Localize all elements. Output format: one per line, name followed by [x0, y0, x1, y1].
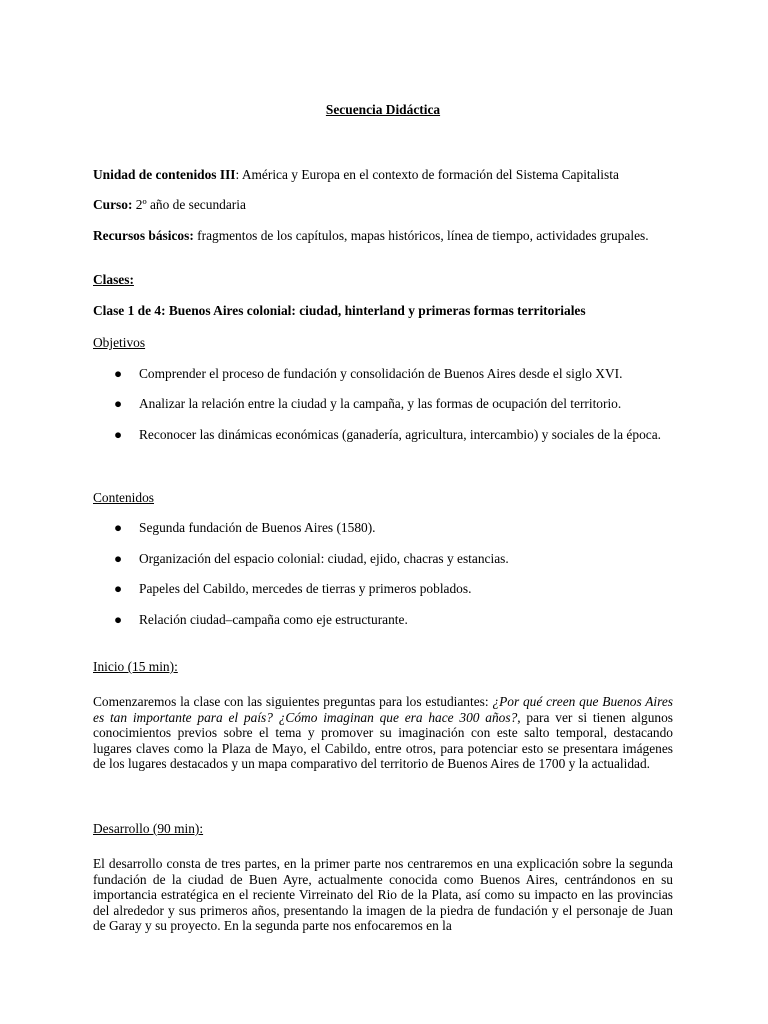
desarrollo-heading-text: Desarrollo (90 min): — [93, 821, 204, 836]
unidad-text: : América y Europa en el contexto de formación del Sistema Capitalista — [235, 167, 619, 182]
inicio-paragraph — [93, 694, 673, 772]
bullet-icon: ● — [113, 551, 123, 566]
objetivos-heading-text: Objetivos — [93, 335, 146, 350]
clases-heading-text: Clases: — [93, 272, 134, 287]
inicio-text-before: Comenzaremos la clase con las siguientes preguntas para los estudiantes: — [93, 694, 493, 709]
desarrollo-text: El desarrollo consta de tres partes, en la primer parte nos centraremos en una explicación sobre la segunda fundación de la ciudad de Buen Ayre, actualmente conocida como Buenos Aires, centrándonos en su importancia estratégica en el reciente Virreinato del Rio de la Plata, así como su impacto en las provincias del alrededor y sus primeros años, presentando la imagen de la piedra de fundación y el personaje de Juan de Garay y su proyecto. En la segunda parte nos enfocaremos en la — [93, 856, 673, 933]
contenidos-item-text: Organización del espacio colonial: ciudad, ejido, chacras y estancias. — [139, 551, 509, 566]
document-title: Secuencia Didáctica — [325, 102, 441, 117]
bullet-icon: ● — [113, 396, 123, 411]
bullet-icon: ● — [113, 520, 123, 535]
recursos-text: fragmentos de los capítulos, mapas históricos, línea de tiempo, actividades grupales. — [193, 228, 649, 243]
recursos-paragraph — [93, 228, 673, 244]
contenidos-item-text: Relación ciudad–campaña como eje estructurante. — [139, 612, 408, 627]
contenidos-heading — [93, 490, 673, 506]
recursos-label: Recursos básicos: — [93, 228, 194, 243]
curso-line — [93, 197, 673, 213]
bullet-icon: ● — [113, 581, 123, 596]
objetivos-item-text: Reconocer las dinámicas económicas (ganadería, agricultura, intercambio) y sociales de la época. — [139, 427, 661, 442]
unidad-line — [93, 167, 673, 183]
desarrollo-paragraph — [93, 856, 673, 934]
inicio-questions: ¿Por qué creen que Buenos Aires es tan importante para el país? ¿Cómo imaginan que era hace 300 años? — [93, 694, 674, 725]
clases-heading — [93, 272, 673, 288]
objetivos-item-text: Comprender el proceso de fundación y consolidación de Buenos Aires desde el siglo XVI. — [139, 366, 623, 381]
clase1-title-text: Clase 1 de 4: Buenos Aires colonial: ciudad, hinterland y primeras formas territoriales — [93, 303, 586, 318]
curso-label: Curso: — [93, 197, 133, 212]
inicio-text-after: , para ver si tienen algunos conocimientos previos sobre el tema y promover su imaginación con este salto temporal, destacando lugares claves como la Plaza de Mayo, el Cabildo, entre otros, para potenciar esto se presentara imágenes de los lugares destacados y un mapa comparativo del territorio de Buenos Aires de 1700 y la actualidad. — [93, 709, 674, 771]
contenidos-item-text: Papeles del Cabildo, mercedes de tierras y primeros poblados. — [139, 581, 472, 596]
desarrollo-heading — [93, 821, 673, 837]
unidad-label: Unidad de contenidos III — [93, 167, 236, 182]
clase1-title — [93, 303, 673, 319]
objetivos-item-text: Analizar la relación entre la ciudad y la campaña, y las formas de ocupación del territorio. — [139, 396, 622, 411]
inicio-heading — [93, 659, 673, 675]
inicio-heading-text: Inicio (15 min): — [93, 659, 178, 674]
bullet-icon: ● — [113, 427, 123, 442]
bullet-icon: ● — [113, 612, 123, 627]
contenidos-item-text: Segunda fundación de Buenos Aires (1580). — [139, 520, 376, 535]
objetivos-heading — [93, 335, 673, 351]
bullet-icon: ● — [113, 366, 123, 381]
curso-text: 2º año de secundaria — [132, 197, 246, 212]
contenidos-heading-text: Contenidos — [93, 490, 155, 505]
